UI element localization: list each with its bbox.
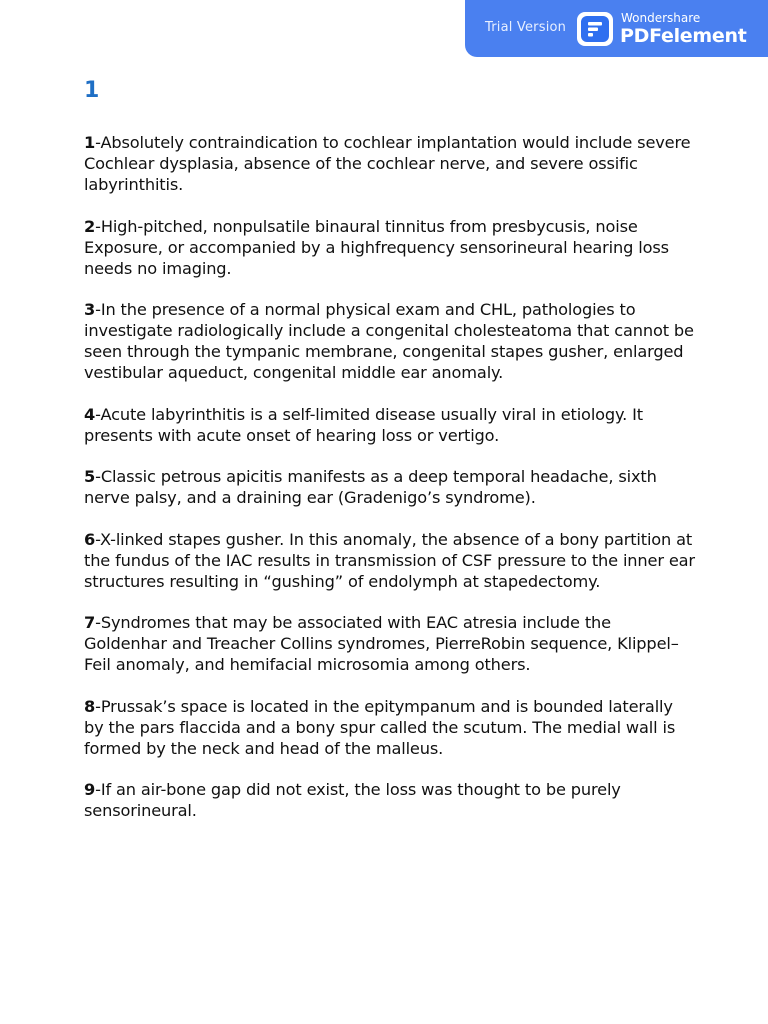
- item-number: 1: [84, 133, 96, 152]
- list-item: [84, 696, 696, 759]
- trial-banner[interactable]: [465, 0, 768, 57]
- item-number: 4: [84, 404, 96, 424]
- list-item: [84, 529, 696, 592]
- brand-name: Wondershare: [621, 11, 701, 25]
- list-item: [84, 404, 696, 446]
- pdfelement-logo-icon: [577, 12, 613, 46]
- product-name: PDFelement: [620, 25, 747, 47]
- item-text: -Prussak’s space is located in the epitympanum and is bounded laterally by the pars flaccida and a bony spur called the scutum. The medial wall is formed by the neck and head of the malleus.: [84, 696, 676, 758]
- item-text: -Syndromes that may be associated with EAC atresia include the Goldenhar and Treacher Collins syndromes, PierreRobin sequence, Klippel–Feil anomaly, and hemifacial microsomia among others.: [84, 613, 679, 674]
- list-item: [84, 132, 696, 195]
- item-number: 8: [84, 696, 96, 716]
- item-number: 3: [84, 300, 96, 319]
- item-number: 7: [84, 613, 96, 632]
- item-text: -Classic petrous apicitis manifests as a deep temporal headache, sixth nerve palsy, and a draining ear (Gradenigo’s syndrome).: [84, 467, 657, 507]
- list-item: [84, 612, 696, 675]
- item-text: -If an air-bone gap did not exist, the loss was thought to be purely sensorineural.: [84, 780, 621, 820]
- item-text: -In the presence of a normal physical exam and CHL, pathologies to investigate radiologically include a congenital cholesteatoma that cannot be seen through the tympanic membrane, congenital stapes gusher, enlarged vestibular aqueduct, congenital middle ear anomaly.: [84, 300, 694, 382]
- trial-version-label: Trial Version: [485, 20, 567, 35]
- item-text: -High-pitched, nonpulsatile binaural tinnitus from presbycusis, noise Exposure, or accompanied by a highfrequency sensorineural hearing loss needs no imaging.: [84, 216, 669, 278]
- item-text: -Acute labyrinthitis is a self-limited disease usually viral in etiology. It presents with acute onset of hearing loss or vertigo.: [84, 404, 643, 445]
- page-heading-number: 1: [84, 78, 100, 103]
- item-number: 2: [84, 216, 96, 236]
- item-number: 5: [84, 467, 96, 486]
- item-number: 6: [84, 529, 96, 549]
- item-number: 9: [84, 780, 96, 799]
- numbered-list: [84, 132, 696, 842]
- item-text: -Absolutely contraindication to cochlear implantation would include severe Cochlear dysplasia, absence of the cochlear nerve, and severe ossific labyrinthitis.: [84, 133, 691, 194]
- list-item: [84, 466, 696, 508]
- list-item: [84, 299, 696, 383]
- list-item: [84, 779, 696, 821]
- list-item: [84, 216, 696, 279]
- item-text: -X-linked stapes gusher. In this anomaly, the absence of a bony partition at the fundus of the IAC results in transmission of CSF pressure to the inner ear structures resulting in “gushing” of endolymph at stapedectomy.: [84, 529, 695, 591]
